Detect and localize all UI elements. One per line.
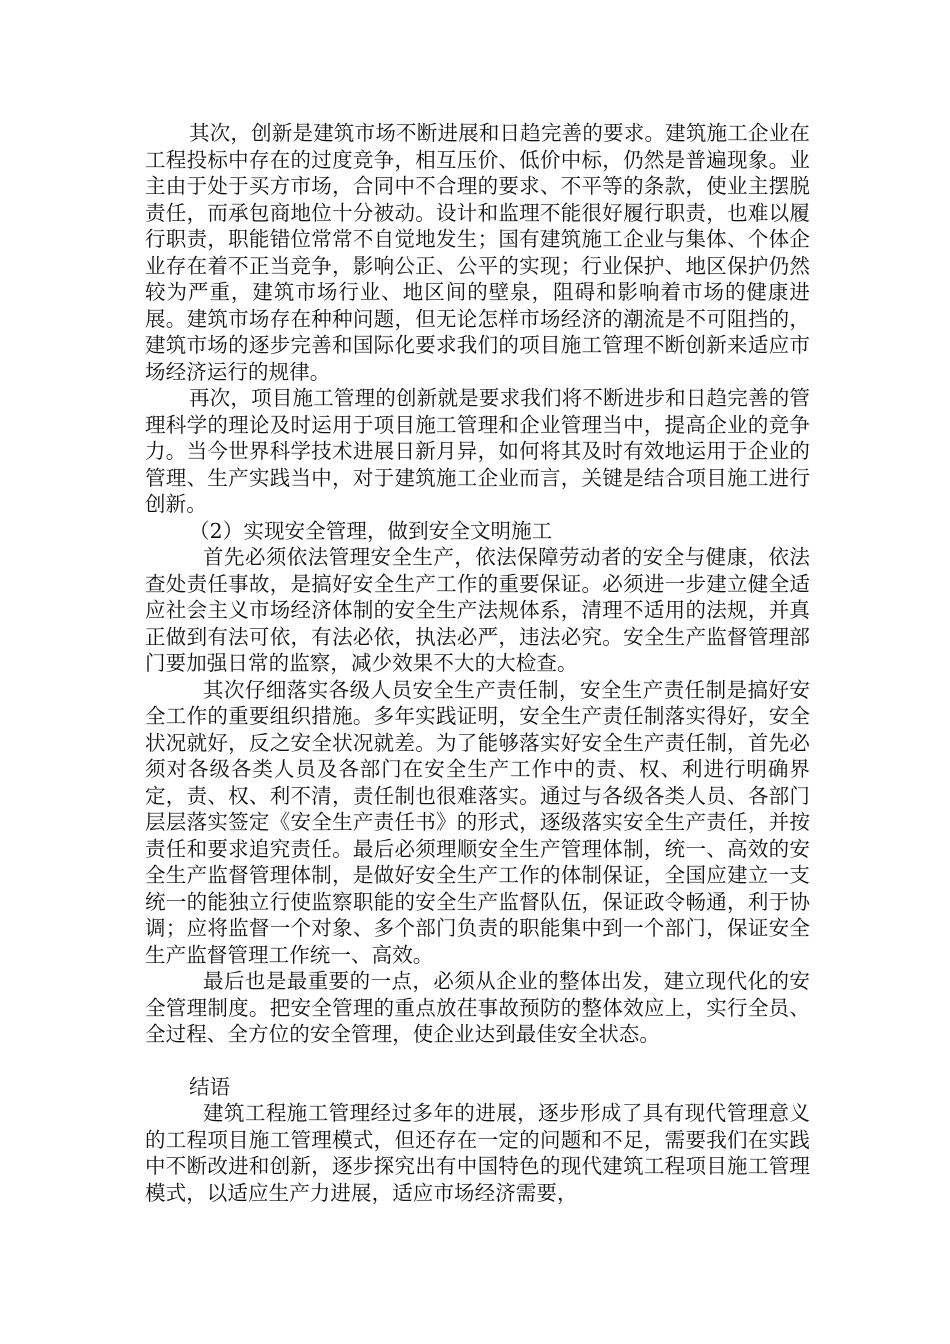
section-heading-safety: （2）实现安全管理，做到安全文明施工 xyxy=(189,518,553,543)
paragraph-innovation-management: 再次，项目施工管理的创新就是要求我们将不断进步和日趋完善的管理科学的理论及时运用于项目施工管理和企业管理当中，提高企业的竞争力。当今世界科学技术进展日新月异，如何将其及时有效地运用于企业的管理、生产实践当中，对于建筑施工企业而言，关键是结合项目施工进行创新。 xyxy=(145,386,810,516)
paragraph-safety-law: 首先必须依法管理安全生产，依法保障劳动者的安全与健康，依法查处责任事故，是搞好安全生产工作的重要保证。必须进一步建立健全适应社会主义市场经济体制的安全生产法规体系，清理不适用的法规，并真正做到有法可依，有法必依，执法必严，违法必究。安全生产监督管理部门要加强日常的监察，减少效果不大的大检查。 xyxy=(145,545,810,675)
document-body xyxy=(145,120,810,1206)
paragraph-safety-responsibility: 其次仔细落实各级人员安全生产责任制，安全生产责任制是搞好安全工作的重要组织措施。多年实践证明，安全生产责任制落实得好，安全状况就好，反之安全状况就差。为了能够落实好安全生产责任制，首先必须对各级各类人员及各部门在安全生产工作中的责、权、利进行明确界定，责、权、利不清，责任制也很难落实。通过与各级各类人员、各部门层层落实签定《安全生产责任书》的形式，逐级落实安全生产责任，并按责任和要求追究责任。最后必须理顺安全生产管理体制，统一、高效的安全生产监督管理体制，是做好安全生产工作的体制保证，全国应建立一支统一的能独立行使监察职能的安全生产监督队伍，保证政令畅通，利于协调；应将监督一个对象、多个部门负责的职能集中到一个部门，保证安全生产监督管理工作统一、高效。 xyxy=(145,677,810,967)
paragraph-conclusion: 建筑工程施工管理经过多年的进展，逐步形成了具有现代管理意义的工程项目施工管理模式，但还存在一定的问题和不足，需要我们在实践中不断改进和创新，逐步探究出有中国特色的现代建筑工程项目施工管理模式，以适应生产力进展，适应市场经济需要， xyxy=(145,1101,810,1205)
section-heading-conclusion: 结语 xyxy=(189,1074,231,1099)
paragraph-safety-system: 最后也是最重要的一点，必须从企业的整体出发，建立现代化的安全管理制度。把安全管理的重点放茌事故预防的整体效应上，实行全员、全过程、全方位的安全管理，使企业达到最佳安全状态。 xyxy=(145,969,810,1046)
section-spacer xyxy=(145,1048,810,1074)
paragraph-innovation-market: 其次，创新是建筑市场不断进展和日趋完善的要求。建筑施工企业在工程投标中存在的过度竞争，相互压价、低价中标，仍然是普遍现象。业主由于处于买方市场，合同中不合理的要求、不平等的条款，使业主摆脱责任，而承包商地位十分被动。设计和监理不能很好履行职责，也难以履行职责，职能错位常常不自觉地发生；国有建筑施工企业与集体、个体企业存在着不正当竞争，影响公正、公平的实现；行业保护、地区保护仍然较为严重，建筑市场行业、地区间的壁泉，阻碍和影响着市场的健康进展。建筑市场存在种种问题，但无论怎样市场经济的潮流是不可阻挡的，建筑市场的逐步完善和国际化要求我们的项目施工管理不断创新来适应市场经济运行的规律。 xyxy=(145,121,810,384)
